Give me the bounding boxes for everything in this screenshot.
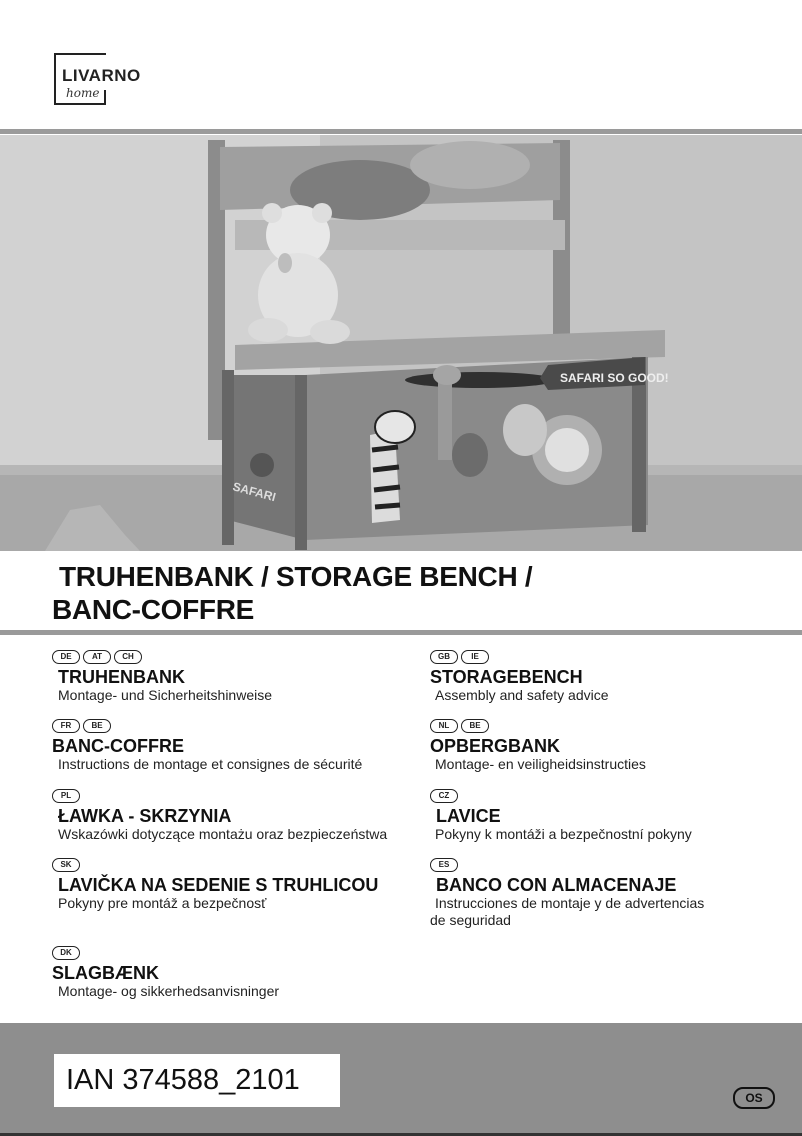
language-title: STORAGEBENCH (430, 667, 583, 687)
country-badge: SK (52, 858, 80, 872)
language-subtitle: Wskazówki dotyczące montażu oraz bezpieczeństwa (58, 826, 388, 842)
svg-text:SAFARI SO GOOD!: SAFARI SO GOOD! (560, 371, 669, 385)
language-subtitle: Pokyny pre montáž a bezpečnosť (58, 895, 267, 911)
country-badge: CZ (430, 789, 458, 803)
country-badge: AT (83, 650, 111, 664)
country-badge: DK (52, 946, 80, 960)
country-badge: FR (52, 719, 80, 733)
language-block-fr (52, 719, 362, 773)
middle-divider (0, 630, 802, 635)
country-badge: DE (52, 650, 80, 664)
country-badge: ES (430, 858, 458, 872)
language-title: ŁAWKA - SKRZYNIA (58, 806, 232, 826)
logo-frame-edge (104, 90, 106, 105)
language-subtitle-continued: de seguridad (430, 912, 511, 928)
document-title (52, 560, 532, 626)
product-illustration (0, 135, 802, 551)
country-badges (52, 946, 279, 960)
country-badges (52, 789, 387, 803)
top-divider (0, 129, 802, 134)
language-subtitle: Pokyny k montáži a bezpečnostní pokyny (435, 826, 692, 842)
language-subtitle: Assembly and safety advice (435, 687, 609, 703)
os-badge: OS (733, 1087, 775, 1109)
language-subtitle: Montage- og sikkerhedsanvisninger (58, 983, 280, 999)
country-badge: IE (461, 650, 489, 664)
country-badge: GB (430, 650, 458, 664)
language-subtitle: Montage- und Sicherheitshinweise (58, 687, 273, 703)
language-title: LAVICE (436, 806, 501, 826)
country-badges (52, 858, 378, 872)
svg-text:SAFARI: SAFARI (231, 479, 278, 505)
country-badges (430, 789, 692, 803)
language-block-de (52, 650, 272, 704)
language-title: TRUHENBANK (58, 667, 185, 687)
language-block-gb (430, 650, 609, 704)
title-line-1: TRUHENBANK / STORAGE BENCH / (59, 561, 533, 592)
language-title: OPBERGBANK (430, 736, 561, 756)
language-title: BANCO CON ALMACENAJE (436, 875, 677, 895)
language-title: SLAGBÆNK (52, 963, 159, 983)
language-block-nl (430, 719, 646, 773)
language-block-pl (52, 789, 387, 843)
language-block-es (430, 858, 704, 929)
country-badges (430, 719, 646, 733)
language-block-dk (52, 946, 279, 1000)
language-block-sk (52, 858, 378, 912)
logo-brand-text: LIVARNO (62, 66, 141, 85)
language-subtitle: Instructions de montage et consignes de sécurité (58, 756, 363, 772)
country-badges (52, 719, 362, 733)
country-badges (52, 650, 272, 664)
country-badge: NL (430, 719, 458, 733)
title-line-2: BANC-COFFRE (52, 594, 255, 625)
language-subtitle: Montage- en veiligheidsinstructies (435, 756, 646, 772)
logo-sub-text: home (66, 86, 100, 100)
country-badge: BE (83, 719, 111, 733)
country-badge: PL (52, 789, 80, 803)
language-title: BANC-COFFRE (52, 736, 184, 756)
product-photo (0, 135, 802, 551)
language-subtitle: Instrucciones de montaje y de advertencias (435, 895, 705, 911)
country-badges (430, 858, 704, 872)
country-badges (430, 650, 609, 664)
language-block-cz (430, 789, 692, 843)
ian-number-box: IAN 374588_2101 (54, 1054, 340, 1107)
country-badge: CH (114, 650, 142, 664)
country-badge: BE (461, 719, 489, 733)
language-title: LAVIČKA NA SEDENIE S TRUHLICOU (58, 875, 379, 895)
